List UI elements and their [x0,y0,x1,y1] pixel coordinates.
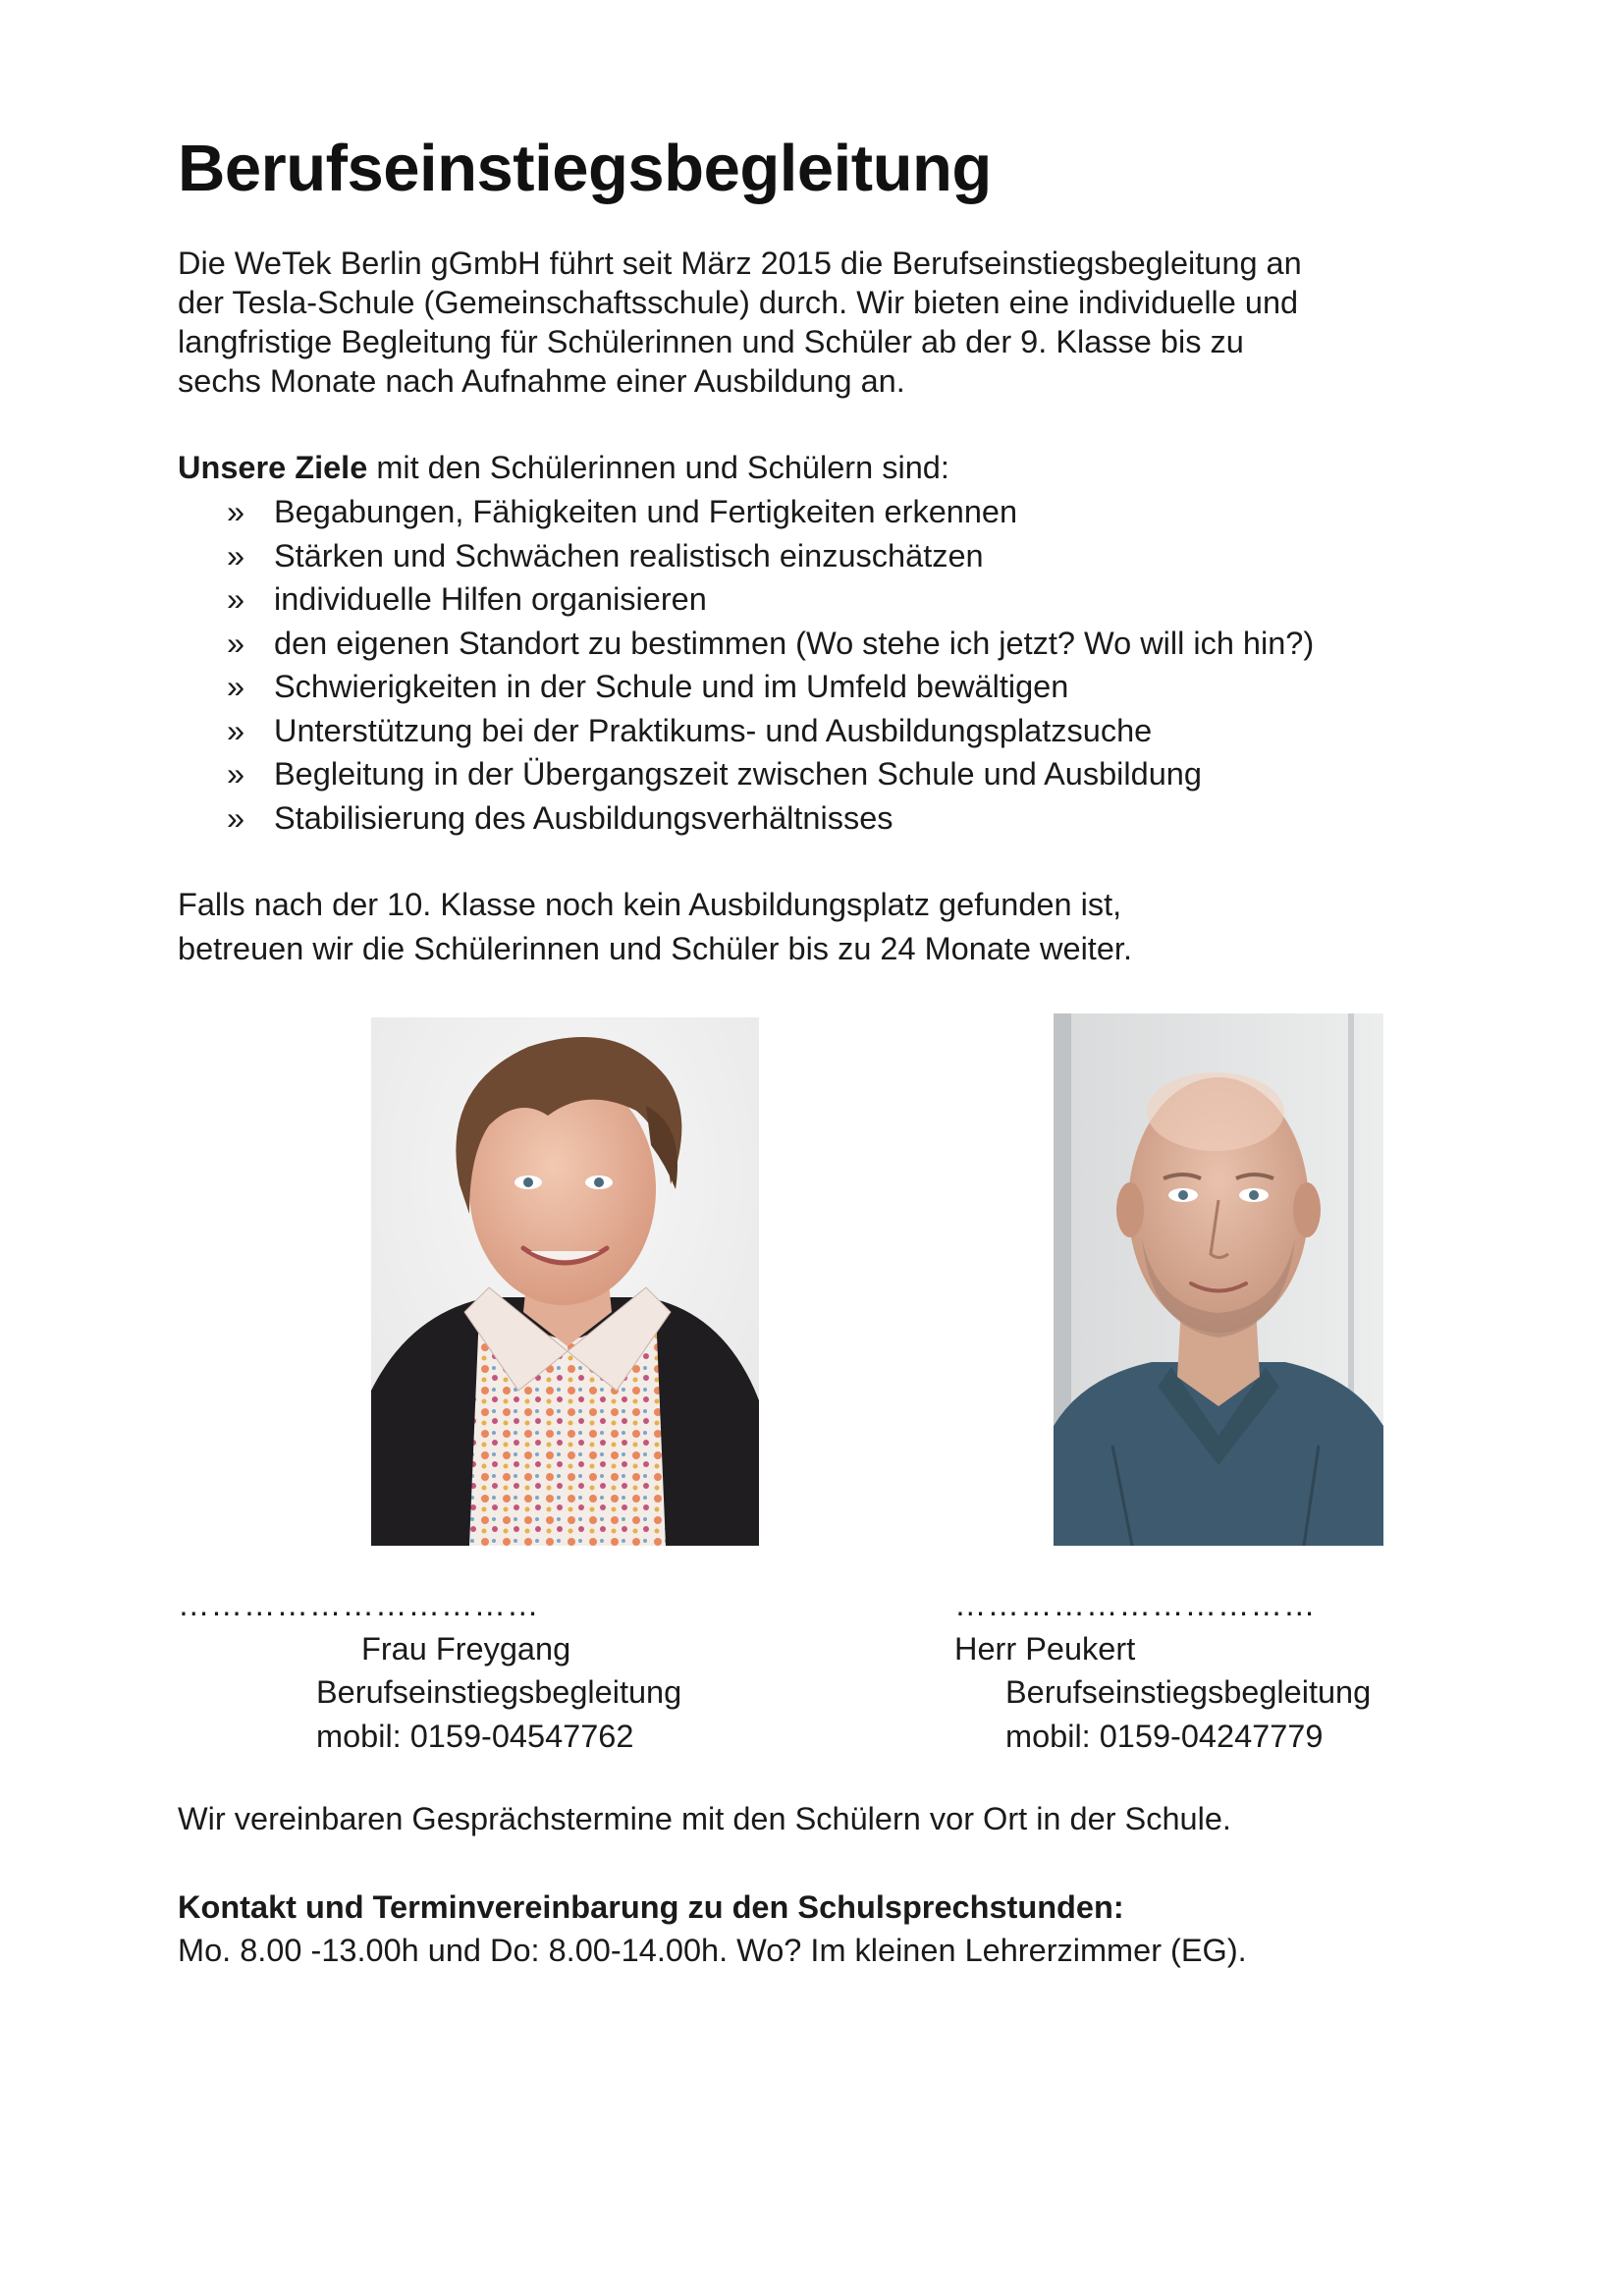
goals-heading-rest: mit den Schülerinnen und Schülern sind: [367,450,949,485]
goal-item [178,796,1314,841]
contact-card-peukert [954,1583,1371,1758]
intro-line: der Tesla-Schule (Gemeinschaftsschule) durch. Wir bieten eine individuelle und [178,285,1299,320]
followup-line: betreuen wir die Schülerinnen und Schüler bis zu 24 Monate weiter. [178,931,1132,966]
page-title: Berufseinstiegsbegleitung [178,132,992,205]
contact-phone: mobil: 0159-04547762 [316,1718,634,1754]
goal-item [178,490,1314,534]
goal-item [178,709,1314,753]
goal-item [178,577,1314,622]
bullet-marker: » [227,669,245,704]
goal-item [178,534,1314,578]
goal-text: den eigenen Standort zu bestimmen (Wo stehe ich jetzt? Wo will ich hin?) [274,625,1315,661]
goal-text: Unterstützung bei der Praktikums- und Ausbildungsplatzsuche [274,712,1153,748]
followup-paragraph [178,883,1132,971]
contact-name: Frau Freygang [361,1630,571,1667]
goal-text: individuelle Hilfen organisieren [274,581,707,617]
appointments-text: Wir vereinbaren Gesprächstermine mit den Schülern vor Ort in der Schule. [178,1801,1231,1836]
intro-paragraph [178,244,1385,401]
contact-card-freygang [178,1583,681,1758]
goal-text: Begabungen, Fähigkeiten und Fertigkeiten erkennen [274,494,1018,529]
goal-text: Schwierigkeiten in der Schule und im Umfeld bewältigen [274,669,1069,704]
goals-heading-bold: Unsere Ziele [178,450,368,485]
goal-text: Stabilisierung des Ausbildungsverhältnisses [274,799,893,836]
bullet-marker: » [227,625,245,661]
goals-heading [178,448,949,487]
bullet-marker: » [227,494,245,529]
portrait-photo-peukert [1054,1013,1383,1546]
bullet-marker: » [227,537,245,574]
contact-role: Berufseinstiegsbegleitung [316,1674,682,1710]
intro-line: Die WeTek Berlin gGmbH führt seit März 2015 die Berufseinstiegsbegleitung an [178,246,1302,281]
contact-role: Berufseinstiegsbegleitung [1005,1674,1372,1710]
signature-line: …………………………… [178,1587,540,1622]
office-hours: Mo. 8.00 -13.00h und Do: 8.00-14.00h. Wo? Im kleinen Lehrerzimmer (EG). [178,1933,1247,1968]
bullet-marker: » [227,799,245,836]
portrait-photo-freygang [371,1017,759,1546]
intro-line: langfristige Begleitung für Schülerinnen und Schüler ab der 9. Klasse bis zu [178,324,1244,359]
bullet-marker: » [227,581,245,617]
goal-text: Stärken und Schwächen realistisch einzuschätzen [274,537,984,574]
contact-name: Herr Peukert [954,1630,1136,1667]
contact-phone: mobil: 0159-04247779 [1005,1718,1324,1754]
bullet-marker: » [227,756,245,792]
signature-line: …………………………… [954,1587,1317,1622]
intro-line: sechs Monate nach Aufnahme einer Ausbildung an. [178,363,905,399]
followup-line: Falls nach der 10. Klasse noch kein Ausbildungsplatz gefunden ist, [178,887,1122,922]
goal-item [178,622,1314,666]
goal-text: Begleitung in der Übergangszeit zwischen Schule und Ausbildung [274,756,1202,792]
bullet-marker: » [227,712,245,748]
contact-heading: Kontakt und Terminvereinbarung zu den Schulsprechstunden: [178,1889,1124,1925]
goal-item [178,665,1314,709]
goals-list [178,490,1314,840]
goal-item [178,752,1314,796]
